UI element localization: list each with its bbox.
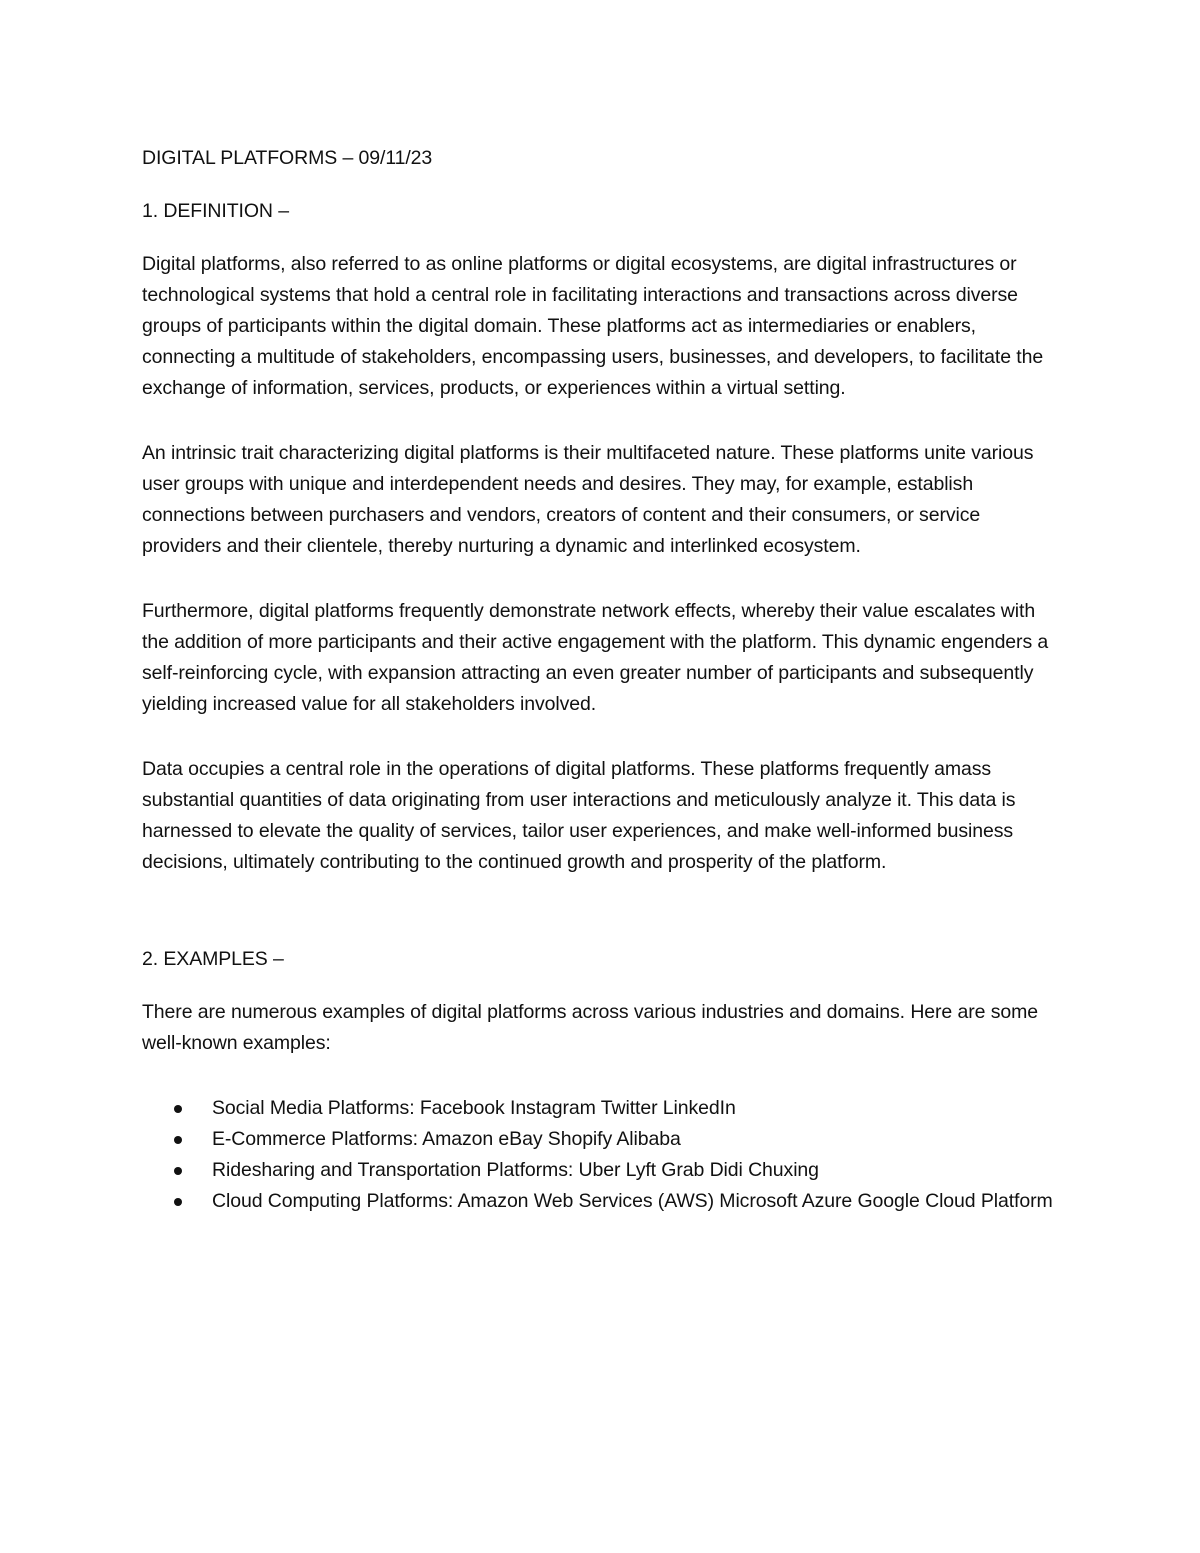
list-item-text: Social Media Platforms: Facebook Instagram Twitter LinkedIn	[212, 1097, 736, 1119]
paragraph: Digital platforms, also referred to as online platforms or digital ecosystems, are digital infrastructures or technological systems that hold a central role in facilitating interactions and transactions across diverse groups of participants within the digital domain. These platforms act as intermediaries or enablers, connecting a multitude of stakeholders, encompassing users, businesses, and developers, to facilitate the exchange of information, services, products, or experiences within a virtual setting.	[142, 253, 1044, 399]
paragraph: Furthermore, digital platforms frequently demonstrate network effects, whereby their value escalates with the addition of more participants and their active engagement with the platform. This dynamic engenders a self-reinforcing cycle, with expansion attracting an even greater number of participants and subsequently yielding increased value for all stakeholders involved.	[142, 600, 1049, 715]
list-item	[142, 1093, 1062, 1124]
paragraph: An intrinsic trait characterizing digital platforms is their multifaceted nature. These platforms unite various user groups with unique and interdependent needs and desires. They may, for example, establish connections between purchasers and vendors, creators of content and their consumers, or service providers and their clientele, thereby nurturing a dynamic and interlinked ecosystem.	[142, 442, 1034, 557]
document-title: DIGITAL PLATFORMS – 09/11/23	[142, 147, 433, 169]
section-heading-definition: 1. DEFINITION –	[142, 200, 289, 222]
bullet-icon	[174, 1167, 182, 1175]
list-item-text: E-Commerce Platforms: Amazon eBay Shopify Alibaba	[212, 1128, 681, 1150]
list-item	[142, 1155, 1062, 1186]
document-body	[142, 143, 1062, 1217]
bullet-icon	[174, 1136, 182, 1144]
paragraph: Data occupies a central role in the operations of digital platforms. These platforms frequently amass substantial quantities of data originating from user interactions and meticulously analyze it. This data is harnessed to elevate the quality of services, tailor user experiences, and make well-informed business decisions, ultimately contributing to the continued growth and prosperity of the platform.	[142, 758, 1016, 873]
bullet-icon	[174, 1105, 182, 1113]
bullet-icon	[174, 1198, 182, 1206]
paragraph-intro: There are numerous examples of digital platforms across various industries and domains. Here are some well-known examples:	[142, 1001, 1038, 1054]
list-item	[142, 1186, 1062, 1217]
examples-bullet-list	[142, 1093, 1062, 1217]
section-heading-examples: 2. EXAMPLES –	[142, 948, 284, 970]
list-item-text: Ridesharing and Transportation Platforms: Uber Lyft Grab Didi Chuxing	[212, 1159, 819, 1181]
list-item	[142, 1124, 1062, 1155]
list-item-text: Cloud Computing Platforms: Amazon Web Services (AWS) Microsoft Azure Google Cloud Platform	[212, 1190, 1053, 1212]
